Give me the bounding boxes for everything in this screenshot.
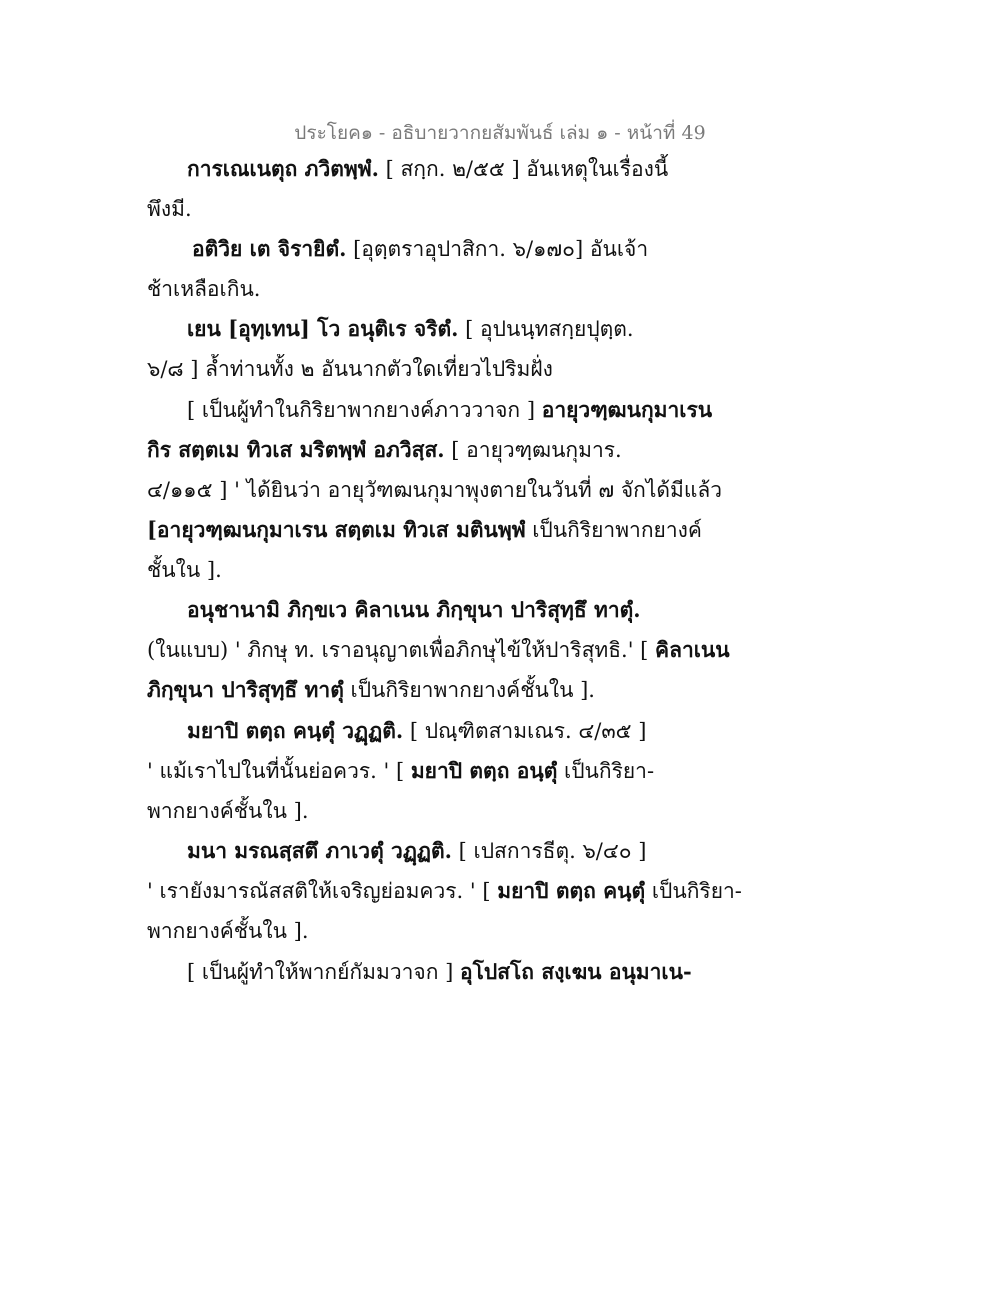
text-line (0, 435, 1000, 465)
thai-text: ' แม้เราไปในที่นั้นย่อควร. ' [ (147, 759, 411, 783)
thai-text: เป็นกิริยา- (557, 759, 655, 783)
text-line (0, 234, 1000, 264)
text-line (0, 475, 1000, 505)
thai-text: [ ปณฺฑิตสามเณร. ๔/๓๕ ] (403, 719, 647, 743)
pali-text: มยาปิ ตตฺถ คนฺตุํ วฏฺฏติ. (187, 718, 404, 743)
pali-text: อายุวฑฺฒนกุมาเรน (541, 397, 713, 422)
thai-text: [อุตฺตราอุปาสิกา. ๖/๑๗๐] อันเจ้า (346, 237, 649, 261)
text-line (0, 354, 1000, 384)
pali-text: เยน [อุทฺเทน] โว อนุติเร จริตํ. (187, 316, 459, 341)
text-line (0, 635, 1000, 665)
pali-text: การเณเนตุถ ภวิตพฺพํ. (187, 156, 379, 181)
text-line (0, 916, 1000, 946)
thai-text: เป็นกิริยาพากยางค์ (525, 518, 702, 542)
thai-text: [ อายุวฑฺฒนกุมาร. (444, 438, 622, 462)
thai-text: ' เรายังมารณัสสติให้เจริญย่อมควร. ' [ (147, 879, 498, 903)
thai-text: พึงมี. (147, 197, 192, 221)
text-line (0, 515, 1000, 545)
text-line (0, 756, 1000, 786)
thai-text: [ สกฺก. ๒/๕๕ ] อันเหตุในเรื่องนี้ (378, 157, 669, 181)
thai-text: ๖/๘ ] ล้ำท่านทั้ง ๒ อันนากตัวใดเที่ยวไปริมฝั่ง (147, 357, 553, 381)
text-line (0, 796, 1000, 826)
pali-text: มนา มรณสฺสตึ ภาเวตุํ วฏฺฏติ. (187, 838, 452, 863)
pali-text: อุโปสโถ สงฺเฆน อนุมาเน- (459, 959, 692, 984)
pali-text: คิลาเนน (655, 637, 730, 662)
pali-text: อติวิย เต จิรายิตํ. (192, 236, 347, 261)
thai-text: เป็นกิริยาพากยางค์ชั้นใน ]. (343, 678, 595, 702)
thai-text: [ อุปนนฺทสกฺยปุตฺต. (458, 317, 634, 341)
text-line (0, 314, 1000, 344)
pali-text: อนุชานามิ ภิกฺขเว คิลาเนน ภิกฺขุนา ปาริสุทฺธึ ทาตุํ. (187, 597, 641, 622)
pali-text: ภิกฺขุนา ปาริสุทฺธึ ทาตุํ (147, 677, 344, 702)
text-line (0, 555, 1000, 585)
thai-text: เป็นกิริยา- (645, 879, 742, 903)
thai-text: [ เป็นผู้ทำให้พากย์กัมมวาจก ] (187, 960, 460, 984)
thai-text: [ เปสการธีตุ. ๖/๔๐ ] (451, 839, 647, 863)
thai-text: ๔/๑๑๕ ] ' ได้ยินว่า อายุวัฑฒนกุมาพุงตายในวันที่ ๗ จักได้มีแล้ว (147, 478, 723, 502)
pali-text: กิร สตฺตเม ทิวเส มริตพฺพํ อภวิสฺส. (147, 437, 445, 462)
thai-text: พากยางค์ชั้นใน ]. (147, 919, 309, 943)
text-line (0, 836, 1000, 866)
pali-text: [อายุวฑฺฒนกุมาเรน สตฺตเม ทิวเส มตินพฺพํ (147, 517, 526, 542)
thai-text: [ เป็นผู้ทำในกิริยาพากยางค์ภาววาจก ] (187, 398, 542, 422)
text-line (0, 957, 1000, 987)
thai-text: (ในแบบ) ' ภิกษุ ท. เราอนุญาตเพื่อภิกษุไข้ให้ปาริสุทธิ.' [ (147, 638, 656, 662)
text-line (0, 154, 1000, 184)
text-line (0, 876, 1000, 906)
text-line (0, 274, 1000, 304)
text-line (0, 194, 1000, 224)
thai-text: ช้าเหลือเกิน. (147, 277, 261, 301)
page-header: ประโยค๑ - อธิบายวากยสัมพันธ์ เล่ม ๑ - หน้าที่ 49 (294, 122, 706, 144)
text-line (0, 675, 1000, 705)
pali-text: มยาปิ ตตฺถ อนฺตุํ (410, 758, 558, 783)
pali-text: มยาปิ ตตฺถ คนฺตุํ (497, 878, 646, 903)
thai-text: ชั้นใน ]. (147, 558, 222, 582)
thai-text: พากยางค์ชั้นใน ]. (147, 799, 309, 823)
text-line (0, 595, 1000, 625)
text-line (0, 395, 1000, 425)
text-line (0, 716, 1000, 746)
